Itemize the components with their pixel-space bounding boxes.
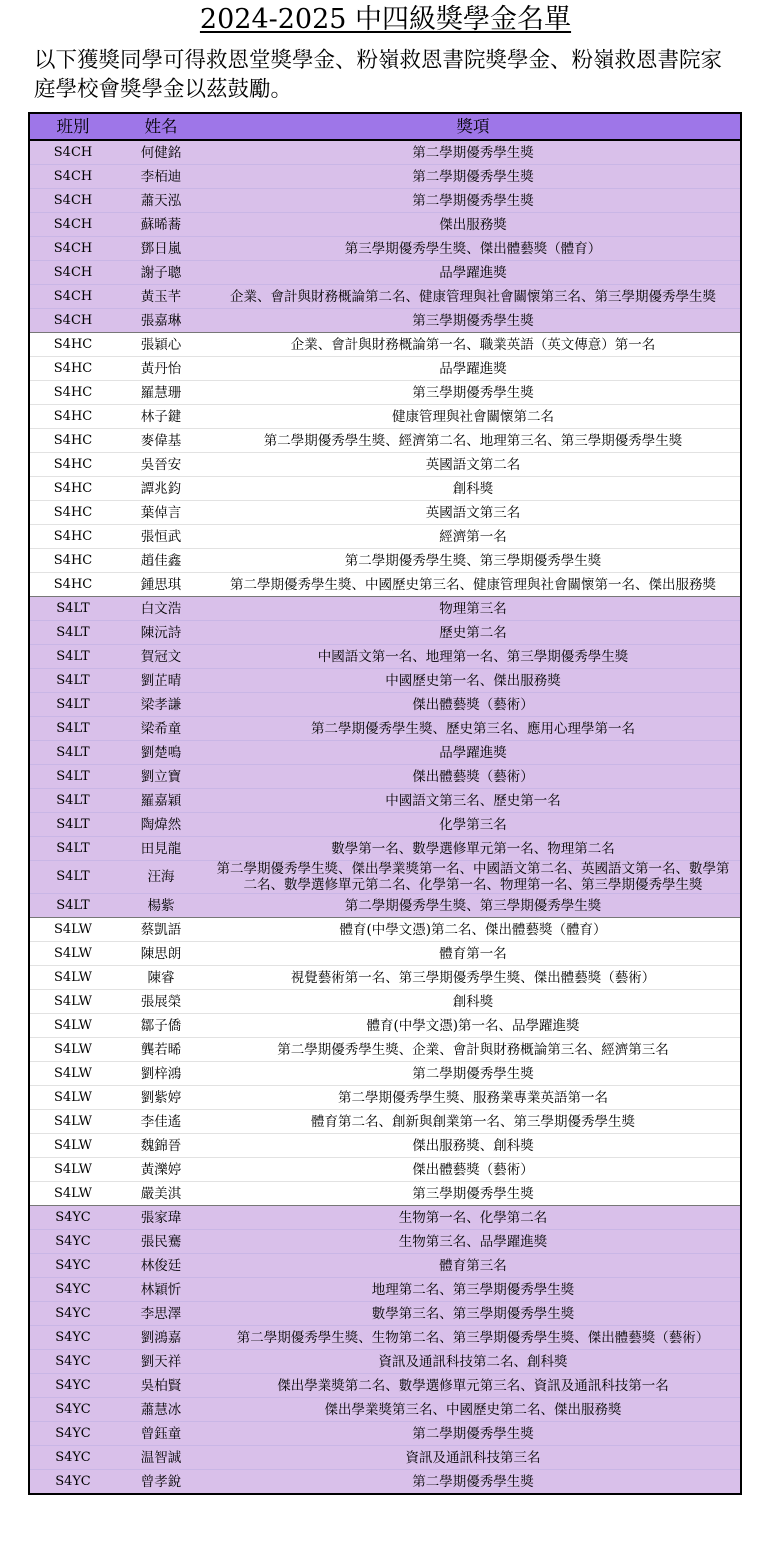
table-body (30, 140, 740, 1493)
row-award: 品學躍進獎 (206, 357, 740, 381)
row-award: 物理第三名 (206, 597, 740, 621)
row-award: 第二學期優秀學生獎、中國歷史第三名、健康管理與社會關懷第一名、傑出服務獎 (206, 573, 740, 597)
row-award: 第二學期優秀學生獎 (206, 1422, 740, 1446)
row-class: S4CH (30, 237, 116, 261)
row-award: 第二學期優秀學生獎、第三學期優秀學生獎 (206, 894, 740, 918)
row-award: 視覺藝術第一名、第三學期優秀學生獎、傑出體藝獎（藝術） (206, 966, 740, 990)
row-class: S4LT (30, 717, 116, 741)
row-award: 品學躍進獎 (206, 741, 740, 765)
row-class: S4YC (30, 1230, 116, 1254)
row-award: 第二學期優秀學生獎 (206, 140, 740, 165)
header-class: 班別 (30, 114, 116, 140)
row-class: S4LW (30, 1014, 116, 1038)
row-class: S4LW (30, 942, 116, 966)
table-row (30, 1350, 740, 1374)
row-class: S4LT (30, 669, 116, 693)
table-row (30, 140, 740, 165)
row-class: S4YC (30, 1278, 116, 1302)
table-row (30, 189, 740, 213)
table-row (30, 990, 740, 1014)
row-name: 張展榮 (116, 990, 206, 1014)
row-award: 第二學期優秀學生獎 (206, 1470, 740, 1494)
row-class: S4LW (30, 1134, 116, 1158)
page-title: 2024-2025 中四級獎學金名單 (199, 4, 572, 35)
row-class: S4HC (30, 453, 116, 477)
row-name: 羅嘉穎 (116, 789, 206, 813)
row-name: 蔡凱語 (116, 918, 206, 942)
table-row (30, 597, 740, 621)
table-row (30, 918, 740, 942)
row-award: 體育第三名 (206, 1254, 740, 1278)
row-name: 張恒武 (116, 525, 206, 549)
table-row (30, 1302, 740, 1326)
row-class: S4LT (30, 741, 116, 765)
row-name: 田見龍 (116, 837, 206, 861)
row-award: 第二學期優秀學生獎 (206, 1062, 740, 1086)
row-name: 羅慧珊 (116, 381, 206, 405)
row-name: 曾鈺童 (116, 1422, 206, 1446)
row-name: 劉芷晴 (116, 669, 206, 693)
row-name: 李思澤 (116, 1302, 206, 1326)
row-name: 梁希童 (116, 717, 206, 741)
row-award: 傑出學業獎第三名、中國歷史第二名、傑出服務獎 (206, 1398, 740, 1422)
row-award: 企業、會計與財務概論第二名、健康管理與社會關懷第三名、第三學期優秀學生獎 (206, 285, 740, 309)
row-name: 曾孝銳 (116, 1470, 206, 1494)
table-row (30, 333, 740, 357)
row-class: S4LW (30, 1182, 116, 1206)
table-row (30, 213, 740, 237)
row-award: 傑出服務獎、創科獎 (206, 1134, 740, 1158)
table-row (30, 573, 740, 597)
row-class: S4LT (30, 837, 116, 861)
row-class: S4LT (30, 621, 116, 645)
row-award: 體育(中學文憑)第一名、品學躍進獎 (206, 1014, 740, 1038)
table-row (30, 1086, 740, 1110)
table-row (30, 525, 740, 549)
row-award: 資訊及通訊科技第三名 (206, 1446, 740, 1470)
row-name: 林俊廷 (116, 1254, 206, 1278)
row-name: 龔若晞 (116, 1038, 206, 1062)
row-name: 楊紫 (116, 894, 206, 918)
row-class: S4LT (30, 813, 116, 837)
table-row (30, 1326, 740, 1350)
table-row (30, 741, 740, 765)
row-name: 趙佳鑫 (116, 549, 206, 573)
table-row (30, 1206, 740, 1230)
row-name: 劉梓鴻 (116, 1062, 206, 1086)
table-row (30, 165, 740, 189)
row-class: S4LT (30, 894, 116, 918)
table-row (30, 789, 740, 813)
row-class: S4HC (30, 357, 116, 381)
table-row (30, 453, 740, 477)
row-name: 張民騫 (116, 1230, 206, 1254)
row-class: S4LW (30, 990, 116, 1014)
row-name: 陳睿 (116, 966, 206, 990)
row-award: 第二學期優秀學生獎、第三學期優秀學生獎 (206, 549, 740, 573)
table-row (30, 669, 740, 693)
table-row (30, 717, 740, 741)
table-row (30, 1278, 740, 1302)
row-award: 數學第一名、數學選修單元第一名、物理第二名 (206, 837, 740, 861)
row-name: 吳晉安 (116, 453, 206, 477)
table-row (30, 1134, 740, 1158)
row-name: 劉鴻嘉 (116, 1326, 206, 1350)
row-name: 鄒子僑 (116, 1014, 206, 1038)
table-header-row (30, 114, 740, 140)
row-name: 鄧日嵐 (116, 237, 206, 261)
table-row (30, 621, 740, 645)
row-class: S4HC (30, 501, 116, 525)
table-row (30, 861, 740, 894)
row-class: S4CH (30, 285, 116, 309)
row-class: S4YC (30, 1446, 116, 1470)
row-name: 温智誠 (116, 1446, 206, 1470)
row-name: 賀冠文 (116, 645, 206, 669)
row-class: S4HC (30, 549, 116, 573)
row-name: 劉紫婷 (116, 1086, 206, 1110)
row-name: 何健銘 (116, 140, 206, 165)
row-award: 英國語文第三名 (206, 501, 740, 525)
row-class: S4YC (30, 1206, 116, 1230)
row-name: 劉天祥 (116, 1350, 206, 1374)
table-row (30, 1182, 740, 1206)
row-award: 體育第一名 (206, 942, 740, 966)
row-class: S4LW (30, 1158, 116, 1182)
row-award: 數學第三名、第三學期優秀學生獎 (206, 1302, 740, 1326)
row-class: S4HC (30, 381, 116, 405)
table-row (30, 1254, 740, 1278)
table-row (30, 1158, 740, 1182)
row-class: S4HC (30, 429, 116, 453)
row-award: 中國語文第三名、歷史第一名 (206, 789, 740, 813)
intro-text: 以下獲獎同學可得救恩堂獎學金、粉嶺救恩書院獎學金、粉嶺救恩書院家庭學校會獎學金以茲鼓勵。 (34, 48, 723, 102)
row-name: 梁孝謙 (116, 693, 206, 717)
row-name: 謝子聰 (116, 261, 206, 285)
row-name: 張嘉琳 (116, 309, 206, 333)
row-class: S4LW (30, 1038, 116, 1062)
table-row (30, 405, 740, 429)
row-name: 白文浩 (116, 597, 206, 621)
table-row (30, 309, 740, 333)
row-name: 陶煒然 (116, 813, 206, 837)
table-row (30, 1470, 740, 1494)
table-row (30, 837, 740, 861)
table-row (30, 1374, 740, 1398)
row-class: S4YC (30, 1350, 116, 1374)
table-row (30, 1014, 740, 1038)
row-class: S4LW (30, 918, 116, 942)
row-class: S4LT (30, 789, 116, 813)
row-award: 企業、會計與財務概論第一名、職業英語（英文傳意）第一名 (206, 333, 740, 357)
table-row (30, 942, 740, 966)
row-award: 體育(中學文憑)第二名、傑出體藝獎（體育） (206, 918, 740, 942)
row-class: S4YC (30, 1398, 116, 1422)
row-class: S4CH (30, 140, 116, 165)
row-name: 黃丹怡 (116, 357, 206, 381)
row-class: S4HC (30, 333, 116, 357)
row-name: 黃濼婷 (116, 1158, 206, 1182)
table-row (30, 1422, 740, 1446)
table-row (30, 1110, 740, 1134)
row-class: S4YC (30, 1374, 116, 1398)
row-award: 第二學期優秀學生獎、經濟第二名、地理第三名、第三學期優秀學生獎 (206, 429, 740, 453)
table-row (30, 813, 740, 837)
table-row (30, 381, 740, 405)
row-class: S4YC (30, 1302, 116, 1326)
row-name: 李佳遙 (116, 1110, 206, 1134)
row-name: 張家瑋 (116, 1206, 206, 1230)
row-name: 林穎忻 (116, 1278, 206, 1302)
row-award: 第二學期優秀學生獎、生物第二名、第三學期優秀學生獎、傑出體藝獎（藝術） (206, 1326, 740, 1350)
row-class: S4YC (30, 1326, 116, 1350)
row-class: S4LW (30, 1086, 116, 1110)
table-row (30, 477, 740, 501)
row-class: S4CH (30, 165, 116, 189)
table-row (30, 1038, 740, 1062)
table-row (30, 285, 740, 309)
table-row (30, 765, 740, 789)
row-name: 陳沅詩 (116, 621, 206, 645)
row-award: 經濟第一名 (206, 525, 740, 549)
row-class: S4LT (30, 765, 116, 789)
row-name: 麥偉基 (116, 429, 206, 453)
row-award: 中國歷史第一名、傑出服務獎 (206, 669, 740, 693)
row-name: 劉立寶 (116, 765, 206, 789)
table-row (30, 693, 740, 717)
header-name: 姓名 (116, 114, 206, 140)
row-class: S4HC (30, 525, 116, 549)
row-name: 魏錦晉 (116, 1134, 206, 1158)
row-award: 資訊及通訊科技第二名、創科獎 (206, 1350, 740, 1374)
row-award: 傑出體藝獎（藝術） (206, 765, 740, 789)
row-name: 譚兆鈞 (116, 477, 206, 501)
table-row (30, 237, 740, 261)
row-name: 汪海 (116, 861, 206, 894)
row-award: 第二學期優秀學生獎、歷史第三名、應用心理學第一名 (206, 717, 740, 741)
row-name: 蕭天泓 (116, 189, 206, 213)
row-name: 劉楚鳴 (116, 741, 206, 765)
table-row (30, 1230, 740, 1254)
row-award: 生物第三名、品學躍進獎 (206, 1230, 740, 1254)
row-class: S4LT (30, 645, 116, 669)
table-row (30, 894, 740, 918)
row-name: 蘇晞蕎 (116, 213, 206, 237)
row-name: 鍾思琪 (116, 573, 206, 597)
row-class: S4LT (30, 597, 116, 621)
row-award: 第三學期優秀學生獎 (206, 381, 740, 405)
row-class: S4LW (30, 1110, 116, 1134)
row-award: 生物第一名、化學第二名 (206, 1206, 740, 1230)
row-class: S4LW (30, 1062, 116, 1086)
row-name: 林子鍵 (116, 405, 206, 429)
row-name: 嚴美淇 (116, 1182, 206, 1206)
row-award: 第三學期優秀學生獎、傑出體藝獎（體育） (206, 237, 740, 261)
row-award: 第二學期優秀學生獎 (206, 165, 740, 189)
row-name: 陳思朗 (116, 942, 206, 966)
row-name: 葉倬言 (116, 501, 206, 525)
row-award: 第三學期優秀學生獎 (206, 309, 740, 333)
row-award: 歷史第二名 (206, 621, 740, 645)
row-class: S4HC (30, 405, 116, 429)
row-award: 品學躍進獎 (206, 261, 740, 285)
row-class: S4YC (30, 1254, 116, 1278)
row-name: 吳柏賢 (116, 1374, 206, 1398)
row-name: 蕭慧冰 (116, 1398, 206, 1422)
table-row (30, 1062, 740, 1086)
row-class: S4CH (30, 189, 116, 213)
row-class: S4LT (30, 693, 116, 717)
table-row (30, 429, 740, 453)
row-award: 第二學期優秀學生獎、服務業專業英語第一名 (206, 1086, 740, 1110)
row-award: 第三學期優秀學生獎 (206, 1182, 740, 1206)
table-row (30, 1446, 740, 1470)
row-class: S4YC (30, 1422, 116, 1446)
scholarship-table (28, 112, 742, 1495)
row-award: 傑出體藝獎（藝術） (206, 1158, 740, 1182)
row-award: 第二學期優秀學生獎、企業、會計與財務概論第三名、經濟第三名 (206, 1038, 740, 1062)
table-row (30, 501, 740, 525)
row-award: 傑出服務獎 (206, 213, 740, 237)
row-award: 中國語文第一名、地理第一名、第三學期優秀學生獎 (206, 645, 740, 669)
table-row (30, 261, 740, 285)
row-class: S4LW (30, 966, 116, 990)
row-name: 李栢迪 (116, 165, 206, 189)
table-row (30, 357, 740, 381)
row-name: 黃玉芊 (116, 285, 206, 309)
row-award: 健康管理與社會關懷第二名 (206, 405, 740, 429)
header-award: 獎項 (206, 114, 740, 140)
row-award: 創科獎 (206, 990, 740, 1014)
row-class: S4YC (30, 1470, 116, 1494)
row-award: 傑出學業獎第二名、數學選修單元第三名、資訊及通訊科技第一名 (206, 1374, 740, 1398)
row-award: 創科獎 (206, 477, 740, 501)
table-row (30, 645, 740, 669)
table-row (30, 1398, 740, 1422)
row-award: 體育第二名、創新與創業第一名、第三學期優秀學生獎 (206, 1110, 740, 1134)
row-class: S4HC (30, 573, 116, 597)
row-award: 化學第三名 (206, 813, 740, 837)
row-award: 傑出體藝獎（藝術） (206, 693, 740, 717)
row-name: 張穎心 (116, 333, 206, 357)
row-class: S4CH (30, 309, 116, 333)
row-award: 英國語文第二名 (206, 453, 740, 477)
row-award: 地理第二名、第三學期優秀學生獎 (206, 1278, 740, 1302)
table-row (30, 966, 740, 990)
row-award: 第二學期優秀學生獎 (206, 189, 740, 213)
row-class: S4HC (30, 477, 116, 501)
table-row (30, 549, 740, 573)
row-class: S4CH (30, 261, 116, 285)
row-class: S4CH (30, 213, 116, 237)
row-award: 第二學期優秀學生獎、傑出學業獎第一名、中國語文第二名、英國語文第一名、數學第二名、數學選修單元第二名、化學第一名、物理第一名、第三學期優秀學生獎 (206, 861, 740, 894)
row-class: S4LT (30, 861, 116, 894)
